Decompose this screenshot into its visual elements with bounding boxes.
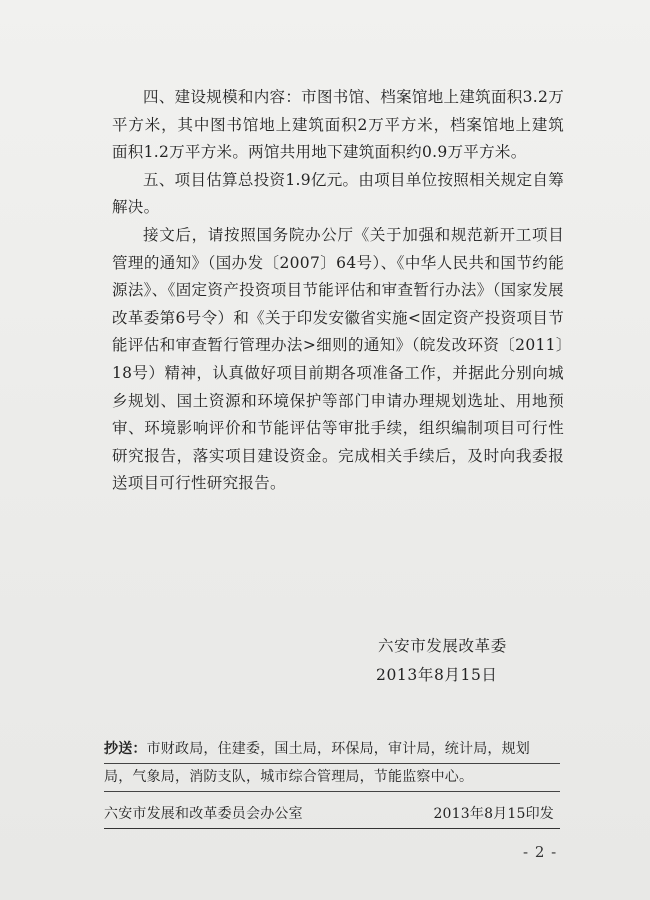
page-number: - 2 - — [523, 843, 558, 861]
signature-organization: 六安市发展改革委 — [378, 637, 507, 655]
body-text — [112, 84, 564, 498]
issuer-office: 六安市发展和改革委员会办公室 — [104, 806, 303, 822]
cc-recipients-2: 局，气象局，消防支队，城市综合管理局，节能监察中心。 — [104, 769, 474, 785]
cc-block — [104, 736, 560, 792]
issuance-footer — [104, 801, 560, 829]
cc-line-1 — [104, 736, 560, 764]
paragraph-scale-content: 四、建设规模和内容：市图书馆、档案馆地上建筑面积3.2万平方米，其中图书馆地上建筑面积2万平方米，档案馆地上建筑面积1.2万平方米。两馆共用地下建筑面积约0.9万平方米。 — [112, 88, 564, 162]
cc-label: 抄送： — [104, 741, 147, 757]
signature-date: 2013年8月15日 — [376, 666, 498, 684]
cc-line-2 — [104, 764, 560, 792]
paragraph-investment: 五、项目估算总投资1.9亿元。由项目单位按照相关规定自筹解决。 — [112, 170, 564, 217]
cc-recipients-1: 市财政局，住建委，国土局，环保局，审计局，统计局，规划 — [146, 741, 531, 757]
print-date: 2013年8月15印发 — [433, 806, 554, 822]
paragraph-instructions: 接文后，请按照国务院办公厅《关于加强和规范新开工项目管理的通知》（国办发〔2007〕64号）、《中华人民共和国节约能源法》、《固定资产投资项目节能评估和审查暂行办法》（国家发展改革委第6号令）和《关于印发安徽省实施<固定资产投资项目节能评估和审查暂行管理办法>细则的通知》（皖发改环资〔2011〕18号）精神，认真做好项目前期各项准备工作，并据此分别向城乡规划、国土资源和环境保护等部门申请办理规划选址、用地预审、环境影响评价和节能评估等审批手续，组织编制项目可行性研究报告，落实项目建设资金。完成相关手续后，及时向我委报送项目可行性研究报告。 — [112, 225, 564, 493]
